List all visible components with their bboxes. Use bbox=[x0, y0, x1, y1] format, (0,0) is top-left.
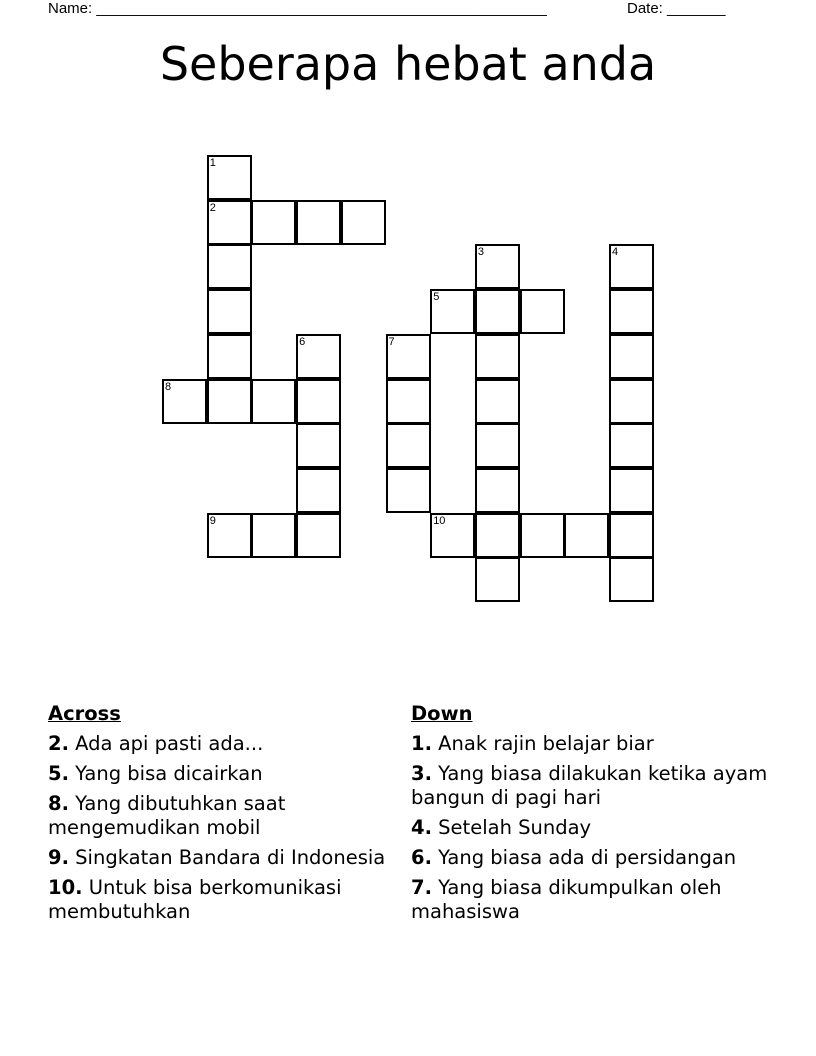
grid-cell[interactable] bbox=[609, 557, 654, 602]
grid-cell[interactable] bbox=[475, 513, 520, 558]
clue-text: Setelah Sunday bbox=[431, 816, 592, 839]
grid-cell[interactable] bbox=[609, 289, 654, 334]
cell-number: 2 bbox=[209, 201, 216, 214]
clue-text: Yang biasa ada di persidangan bbox=[431, 846, 737, 869]
cell-number: 6 bbox=[299, 335, 306, 348]
grid-cell[interactable] bbox=[341, 200, 386, 245]
cell-number: 4 bbox=[612, 246, 619, 259]
grid-cell[interactable] bbox=[296, 513, 341, 558]
grid-cell[interactable] bbox=[430, 289, 475, 334]
clue-number: 3. bbox=[411, 762, 432, 785]
grid-cell[interactable] bbox=[609, 423, 654, 468]
grid-cell[interactable] bbox=[475, 244, 520, 289]
grid-cell[interactable] bbox=[564, 513, 609, 558]
across-clue-10 bbox=[48, 876, 393, 924]
cell-number: 8 bbox=[165, 380, 172, 393]
name-field[interactable]: Name: ______________________________________________________ bbox=[48, 0, 547, 17]
clue-number: 1. bbox=[411, 732, 432, 755]
down-clues bbox=[411, 702, 781, 930]
cell-number: 7 bbox=[388, 335, 395, 348]
clue-number: 8. bbox=[48, 792, 69, 815]
down-clue-7 bbox=[411, 876, 781, 924]
grid-cell[interactable] bbox=[207, 200, 252, 245]
grid-cell[interactable] bbox=[386, 334, 431, 379]
grid-cell[interactable] bbox=[296, 200, 341, 245]
cell-number: 3 bbox=[477, 246, 485, 259]
grid-cell[interactable] bbox=[207, 155, 252, 200]
clue-number: 5. bbox=[48, 762, 69, 785]
clue-text: Ada api pasti ada... bbox=[68, 732, 264, 755]
across-clue-9 bbox=[48, 846, 393, 870]
grid-cell[interactable] bbox=[207, 334, 252, 379]
cell-number: 9 bbox=[209, 514, 216, 527]
down-heading: Down bbox=[411, 702, 473, 725]
grid-cell[interactable] bbox=[386, 379, 431, 424]
grid-cell[interactable] bbox=[207, 289, 252, 334]
down-clue-1 bbox=[411, 732, 781, 756]
grid-cell[interactable] bbox=[475, 379, 520, 424]
grid-cell[interactable] bbox=[296, 423, 341, 468]
clue-text: Yang biasa dilakukan ketika ayam bangun di pagi hari bbox=[411, 762, 768, 809]
across-clue-5 bbox=[48, 762, 393, 786]
grid-cell[interactable] bbox=[609, 468, 654, 513]
grid-cell[interactable] bbox=[207, 379, 252, 424]
clue-text: Yang biasa dikumpulkan oleh mahasiswa bbox=[411, 876, 722, 923]
grid-cell[interactable] bbox=[386, 423, 431, 468]
grid-cell[interactable] bbox=[162, 379, 207, 424]
across-clues bbox=[48, 702, 393, 930]
clue-number: 2. bbox=[48, 732, 69, 755]
clue-number: 7. bbox=[411, 876, 432, 899]
clue-number: 4. bbox=[411, 816, 432, 839]
cell-number: 5 bbox=[433, 291, 440, 304]
clue-text: Untuk bisa berkomunikasi membutuhkan bbox=[48, 876, 342, 923]
down-clue-4 bbox=[411, 816, 781, 840]
grid-cell[interactable] bbox=[296, 468, 341, 513]
grid-cell[interactable] bbox=[609, 334, 654, 379]
grid-cell[interactable] bbox=[251, 200, 296, 245]
grid-cell[interactable] bbox=[430, 513, 475, 558]
clue-text: Yang dibutuhkan saat mengemudikan mobil bbox=[48, 792, 286, 839]
grid-cell[interactable] bbox=[475, 468, 520, 513]
across-clue-8 bbox=[48, 792, 393, 840]
grid-cell[interactable] bbox=[251, 513, 296, 558]
date-field[interactable]: Date: _______ bbox=[627, 0, 726, 17]
grid-cell[interactable] bbox=[475, 334, 520, 379]
grid-cell[interactable] bbox=[207, 244, 252, 289]
grid-cell[interactable] bbox=[251, 379, 296, 424]
cell-number: 1 bbox=[209, 157, 216, 169]
cell-number: 10 bbox=[433, 514, 446, 527]
grid-cell[interactable] bbox=[296, 379, 341, 424]
across-heading: Across bbox=[48, 702, 121, 725]
grid-cell[interactable] bbox=[475, 289, 520, 334]
clue-text: Singkatan Bandara di Indonesia bbox=[68, 846, 386, 869]
clue-number: 10. bbox=[48, 876, 83, 899]
across-clue-2 bbox=[48, 732, 393, 756]
grid-cell[interactable] bbox=[520, 289, 565, 334]
page-title: Seberapa hebat anda bbox=[159, 37, 657, 91]
grid-cell[interactable] bbox=[207, 513, 252, 558]
clue-number: 9. bbox=[48, 846, 69, 869]
grid-cell[interactable] bbox=[609, 379, 654, 424]
grid-cell[interactable] bbox=[609, 244, 654, 289]
clue-text: Yang bisa dicairkan bbox=[68, 762, 263, 785]
grid-cell[interactable] bbox=[386, 468, 431, 513]
down-clue-3 bbox=[411, 762, 781, 810]
grid-cell[interactable] bbox=[475, 557, 520, 602]
clue-text: Anak rajin belajar biar bbox=[431, 732, 654, 755]
down-clue-6 bbox=[411, 846, 781, 870]
grid-cell[interactable] bbox=[520, 513, 565, 558]
grid-cell[interactable] bbox=[475, 423, 520, 468]
grid-cell[interactable] bbox=[609, 513, 654, 558]
grid-cell[interactable] bbox=[296, 334, 341, 379]
clue-number: 6. bbox=[411, 846, 432, 869]
